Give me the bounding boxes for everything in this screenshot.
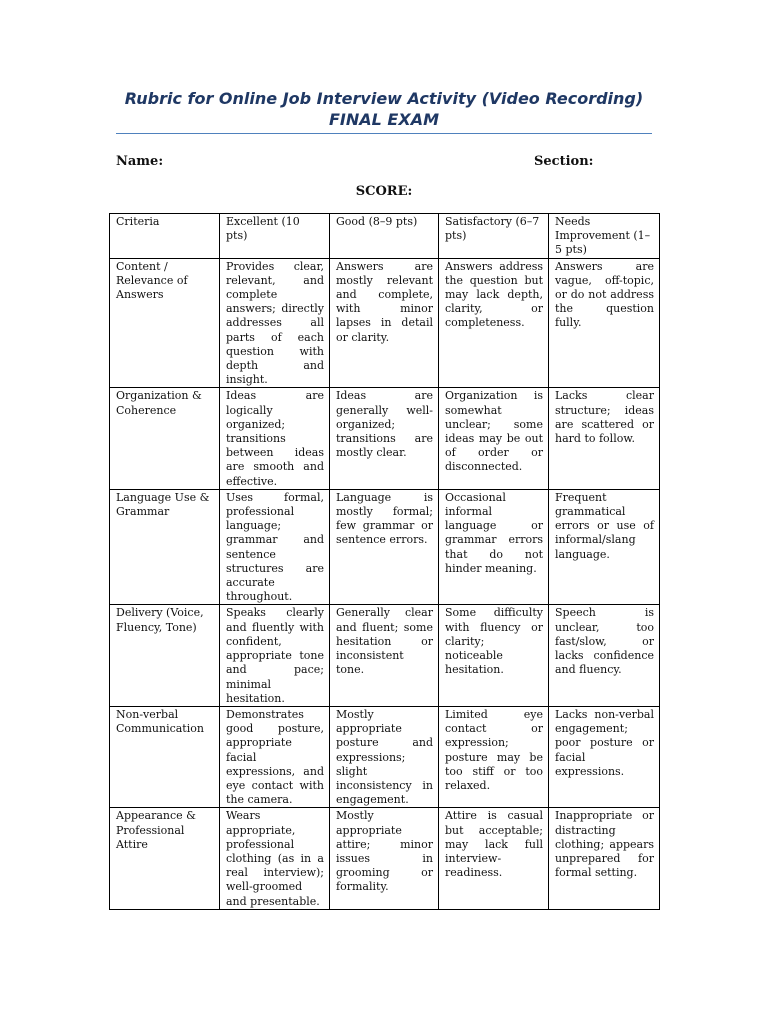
excellent-cell: Uses formal, professional language; grammar and sentence structures are accurate throughout. [220,489,330,605]
header-satisfactory: Satisfactory (6–7 pts) [439,214,549,259]
document-title: Rubric for Online Job Interview Activity (Video Recording) [124,89,644,108]
excellent-cell: Wears appropriate, professional clothing (as in a real interview); well-groomed and presentable. [220,808,330,909]
criteria-cell: Organization & Coherence [110,388,220,489]
good-cell: Language is mostly formal; few grammar or sentence errors. [330,489,439,605]
satisfactory-cell: Organization is somewhat unclear; some ideas may be out of order or disconnected. [439,388,549,489]
header-criteria: Criteria [110,214,220,259]
table-row [110,706,660,807]
excellent-cell: Provides clear, relevant, and complete answers; directly addresses all parts of each question with depth and insight. [220,258,330,388]
table-row [110,605,660,706]
good-cell: Generally clear and fluent; some hesitation or inconsistent tone. [330,605,439,706]
satisfactory-cell: Answers address the question but may lack depth, clarity, or completeness. [439,258,549,388]
criteria-cell: Delivery (Voice, Fluency, Tone) [110,605,220,706]
criteria-cell: Language Use & Grammar [110,489,220,605]
criteria-cell: Content / Relevance of Answers [110,258,220,388]
satisfactory-cell: Some difficulty with fluency or clarity; noticeable hesitation. [439,605,549,706]
satisfactory-cell: Attire is casual but acceptable; may lack full interview-readiness. [439,808,549,909]
table-row [110,388,660,489]
needs-improvement-cell: Lacks non-verbal engagement; poor posture or facial expressions. [549,706,660,807]
header-good: Good (8–9 pts) [330,214,439,259]
excellent-cell: Speaks clearly and fluently with confident, appropriate tone and pace; minimal hesitation. [220,605,330,706]
table-row [110,489,660,605]
title-divider [116,133,652,134]
good-cell: Ideas are generally well-organized; transitions are mostly clear. [330,388,439,489]
header-needs-improvement: Needs Improvement (1–5 pts) [549,214,660,259]
good-cell: Mostly appropriate posture and expressions; slight inconsistency in engagement. [330,706,439,807]
criteria-cell: Non-verbal Communication [110,706,220,807]
table-row [110,258,660,388]
needs-improvement-cell: Inappropriate or distracting clothing; appears unprepared for formal setting. [549,808,660,909]
excellent-cell: Demonstrates good posture, appropriate facial expressions, and eye contact with the camera. [220,706,330,807]
good-cell: Answers are mostly relevant and complete, with minor lapses in detail or clarity. [330,258,439,388]
needs-improvement-cell: Frequent grammatical errors or use of informal/slang language. [549,489,660,605]
score-label: SCORE: [355,184,413,199]
table-row [110,808,660,909]
needs-improvement-cell: Speech is unclear, too fast/slow, or lacks confidence and fluency. [549,605,660,706]
section-label: Section: [534,154,594,169]
header-excellent: Excellent (10 pts) [220,214,330,259]
needs-improvement-cell: Lacks clear structure; ideas are scattered or hard to follow. [549,388,660,489]
criteria-cell: Appearance & Professional Attire [110,808,220,909]
satisfactory-cell: Occasional informal language or grammar errors that do not hinder meaning. [439,489,549,605]
document-subtitle: FINAL EXAM [329,110,439,129]
rubric-table [109,213,660,910]
needs-improvement-cell: Answers are vague, off-topic, or do not address the question fully. [549,258,660,388]
excellent-cell: Ideas are logically organized; transitions between ideas are smooth and effective. [220,388,330,489]
table-header-row [110,214,660,259]
name-label: Name: [116,154,164,169]
good-cell: Mostly appropriate attire; minor issues in grooming or formality. [330,808,439,909]
satisfactory-cell: Limited eye contact or expression; posture may be too stiff or too relaxed. [439,706,549,807]
